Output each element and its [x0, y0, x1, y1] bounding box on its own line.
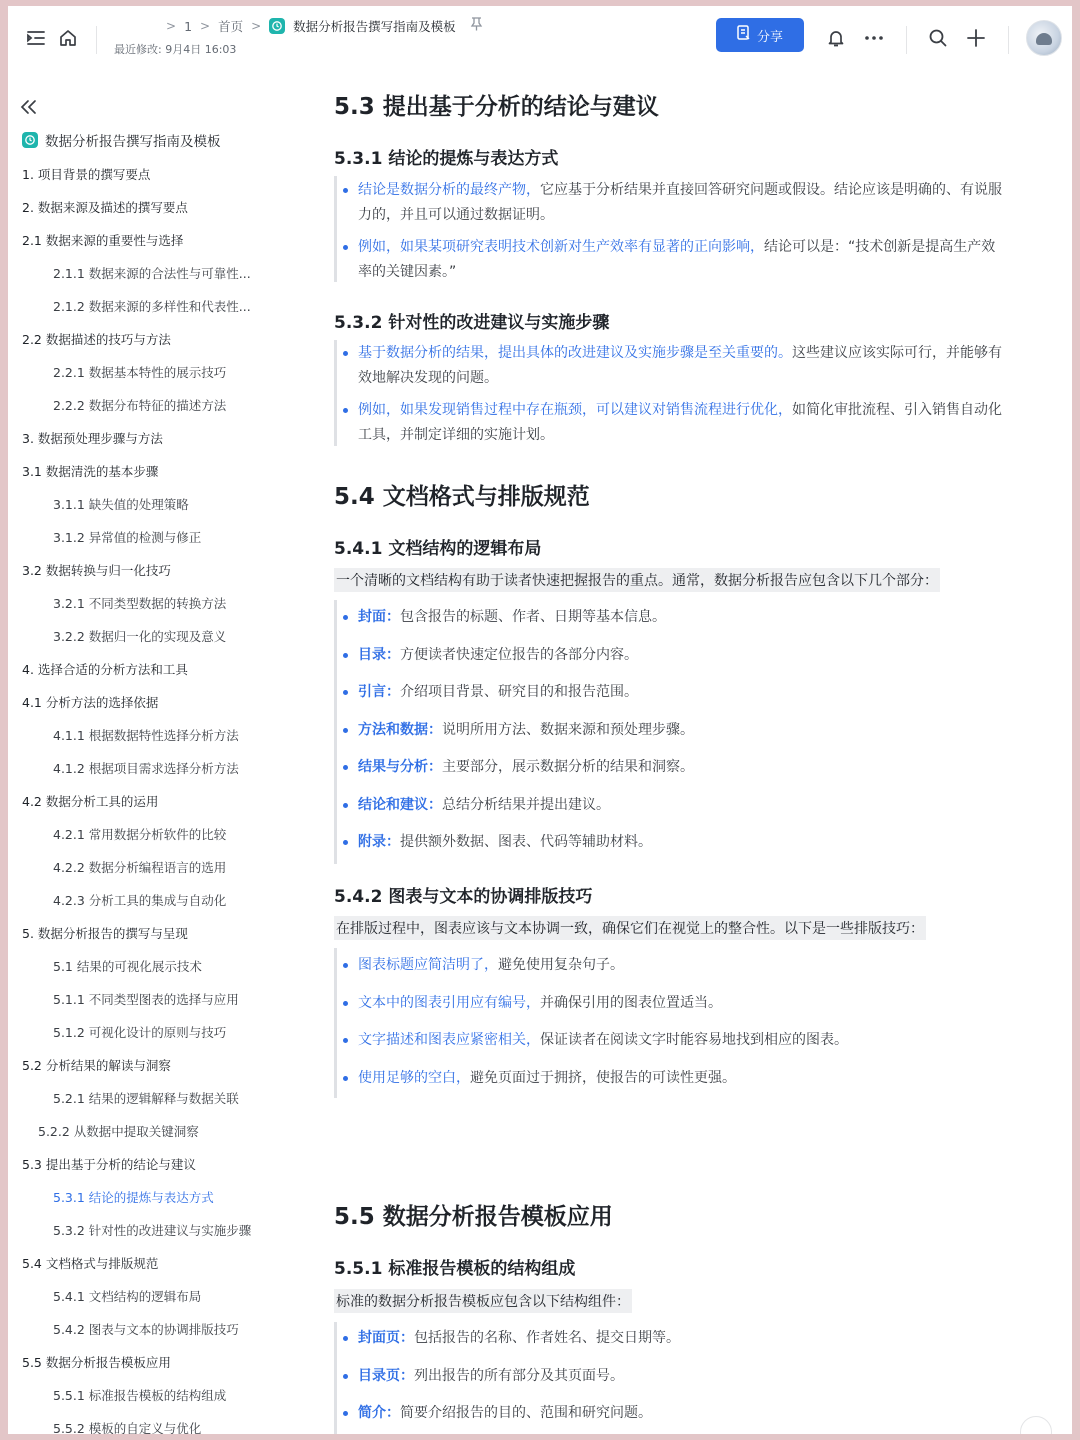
list-item-text: 方便读者快速定位报告的各部分内容。: [400, 646, 638, 663]
comment-icon[interactable]: [1020, 1416, 1052, 1434]
share-label: 分享: [756, 29, 783, 45]
heading-5-4: 5.4 文档格式与排版规范: [334, 484, 590, 510]
toc-item[interactable]: 5.1.2 可视化设计的原则与技巧: [53, 1025, 227, 1040]
heading-5-3-1: 5.3.1 结论的提炼与表达方式: [334, 149, 559, 169]
toc-item[interactable]: 5.2.1 结果的逻辑解释与数据关联: [53, 1091, 239, 1106]
list-item: [358, 1028, 1008, 1053]
heading-5-5-1: 5.5.1 标准报告模板的结构组成: [334, 1259, 576, 1279]
app-window: [8, 6, 1072, 1434]
list-item: [358, 680, 1008, 705]
toc-item[interactable]: 2.1 数据来源的重要性与选择: [22, 233, 184, 248]
list-item-text: 介绍项目背景、研究目的和报告范围。: [400, 684, 638, 700]
list-item-text: 并确保引用的图表位置适当。: [540, 994, 722, 1011]
avatar[interactable]: [1026, 20, 1062, 56]
toc-item[interactable]: 5.4.1 文档结构的逻辑布局: [53, 1289, 202, 1304]
toc-item[interactable]: 5. 数据分析报告的撰写与呈现: [22, 926, 188, 941]
sidebar-toggle-icon[interactable]: [24, 26, 48, 50]
bullet-highlight: 例如，如果某项研究表明技术创新对生产效率有显著的正向影响，: [358, 239, 764, 255]
list-item-key: 图表标题应简洁明了，: [358, 957, 498, 973]
list-item-key: 结论和建议：: [358, 796, 442, 813]
toc-sidebar: [8, 70, 308, 1434]
more-icon[interactable]: [862, 26, 886, 50]
top-bar: [8, 6, 1072, 70]
list-item-key: 目录页：: [358, 1367, 414, 1384]
last-modified: 最近修改: 9月4日 16:03: [114, 43, 237, 56]
share-doc-icon: [737, 25, 751, 45]
toc-item[interactable]: 5.5.2 模板的自定义与优化: [53, 1421, 202, 1434]
list-item-text: 包含报告的标题、作者、日期等基本信息。: [400, 609, 666, 625]
list-item-text: 简要介绍报告的目的、范围和研究问题。: [400, 1405, 652, 1421]
toc-item[interactable]: 2.1.2 数据来源的多样性和代表性...: [53, 299, 251, 314]
list-item-text: 避免页面过于拥挤，使报告的可读性更强。: [470, 1069, 736, 1086]
bell-icon[interactable]: [824, 26, 848, 50]
list-item-key: 方法和数据：: [358, 721, 442, 738]
toc-item[interactable]: 2.2.2 数据分布特征的描述方法: [53, 398, 227, 413]
toc-item[interactable]: 3.2 数据转换与归一化技巧: [22, 563, 171, 578]
toc-item[interactable]: 4. 选择合适的分析方法和工具: [22, 662, 188, 677]
bullet-text: 结论可以是：“技术创新是提高生产效率的关键因素。”: [358, 239, 996, 280]
list-item: [358, 643, 1008, 668]
list-item: [358, 1364, 1008, 1389]
bullet-highlight: 结论是数据分析的最终产物，: [358, 182, 540, 198]
toc-item[interactable]: 3. 数据预处理步骤与方法: [22, 431, 163, 446]
toc-root-title: 数据分析报告撰写指南及模板: [45, 134, 221, 150]
list-item-key: 引言：: [358, 684, 400, 700]
doc-clock-icon: [22, 132, 38, 148]
toc-item[interactable]: 3.2.2 数据归一化的实现及意义: [53, 629, 227, 644]
list-item-key: 简介：: [358, 1405, 400, 1421]
toc-item[interactable]: 5.5 数据分析报告模板应用: [22, 1355, 171, 1370]
toc-item[interactable]: 4.2.3 分析工具的集成与自动化: [53, 893, 227, 908]
list-item-key: 目录：: [358, 646, 400, 663]
list-item-key: 文本中的图表引用应有编号，: [358, 994, 540, 1011]
toc-item[interactable]: 5.2.2 从数据中提取关键洞察: [38, 1124, 199, 1139]
toc-item[interactable]: 5.2 分析结果的解读与洞察: [22, 1058, 171, 1073]
list-item: [358, 830, 1008, 855]
list-item: [358, 1401, 1008, 1426]
list-item: [358, 991, 1008, 1016]
bullet-text: 它应基于分析结果并直接回答研究问题或假设。结论应该是明确的、有说服力的，并且可以通过数据证明。: [358, 182, 1002, 223]
heading-5-5: 5.5 数据分析报告模板应用: [334, 1204, 613, 1230]
list-item: [358, 1326, 1008, 1351]
toc-item[interactable]: 5.3.1 结论的提炼与表达方式: [53, 1190, 214, 1205]
toc-item[interactable]: 3.1.1 缺失值的处理策略: [53, 497, 189, 512]
toc-item[interactable]: 5.4.2 图表与文本的协调排版技巧: [53, 1322, 239, 1337]
toc-item[interactable]: 3.1.2 异常值的检测与修正: [53, 530, 202, 545]
list-item: [358, 793, 1008, 818]
breadcrumb-home[interactable]: 首页: [218, 19, 244, 34]
list-item-key: 封面页：: [358, 1330, 414, 1346]
toc-item[interactable]: 3.1 数据清洗的基本步骤: [22, 464, 159, 479]
list-item-key: 文字描述和图表应紧密相关，: [358, 1032, 540, 1048]
plus-icon[interactable]: [964, 26, 988, 50]
toc-item[interactable]: 5.5.1 标准报告模板的结构组成: [53, 1388, 227, 1403]
list-item-text: 保证读者在阅读文字时能容易地找到相应的图表。: [540, 1032, 848, 1048]
list-item: [358, 953, 1008, 978]
list-item-key: 结果与分析：: [358, 759, 442, 775]
paragraph: 标准的数据分析报告模板应包含以下结构组件：: [334, 1289, 632, 1313]
toc-item[interactable]: 2.1.1 数据来源的合法性与可靠性...: [53, 266, 251, 281]
list-item-text: 避免使用复杂句子。: [498, 957, 624, 973]
chevron-right-icon: >: [166, 19, 177, 33]
list-item: [358, 1066, 1008, 1091]
search-icon[interactable]: [926, 26, 950, 50]
list-item: [358, 605, 1008, 630]
toc-item[interactable]: 1. 项目背景的撰写要点: [22, 167, 151, 182]
doc-clock-icon: [269, 18, 285, 34]
breadcrumb-doc-title[interactable]: 数据分析报告撰写指南及模板: [293, 19, 456, 34]
bullet-highlight: 例如，如果发现销售过程中存在瓶颈，可以建议对销售流程进行优化，: [358, 402, 792, 418]
share-button[interactable]: [716, 18, 804, 52]
toc-item[interactable]: 3.2.1 不同类型数据的转换方法: [53, 596, 227, 611]
toc-item[interactable]: 4.1.1 根据数据特性选择分析方法: [53, 728, 239, 743]
bullet-text: 如简化审批流程、引入销售自动化工具，并制定详细的实施计划。: [358, 402, 1002, 443]
bullet-highlight: 基于数据分析的结果，提出具体的改进建议及实施步骤是至关重要的。: [358, 345, 792, 361]
list-item: [358, 235, 1008, 285]
list-item: [358, 178, 1008, 228]
heading-5-3-2: 5.3.2 针对性的改进建议与实施步骤: [334, 313, 610, 333]
collapse-icon[interactable]: [20, 98, 38, 118]
toc-item[interactable]: 5.4 文档格式与排版规范: [22, 1256, 159, 1271]
toc-item[interactable]: 4.1 分析方法的选择依据: [22, 695, 159, 710]
toc-item[interactable]: 5.1.1 不同类型图表的选择与应用: [53, 992, 239, 1007]
breadcrumb-count[interactable]: 1: [184, 18, 193, 34]
toc-item[interactable]: 2.2.1 数据基本特性的展示技巧: [53, 365, 227, 380]
list-item: [358, 755, 1008, 780]
chevron-right-icon: >: [251, 19, 262, 33]
list-item-key: 使用足够的空白，: [358, 1069, 470, 1086]
list-item: [358, 341, 1008, 391]
toc-item[interactable]: 2.2 数据描述的技巧与方法: [22, 332, 171, 347]
chevron-right-icon: >: [200, 19, 211, 33]
list-item-text: 包括报告的名称、作者姓名、提交日期等。: [414, 1330, 680, 1346]
toc-item[interactable]: 5.1 结果的可视化展示技术: [53, 959, 202, 974]
list-item-key: 附录：: [358, 834, 400, 850]
list-item-text: 说明所用方法、数据来源和预处理步骤。: [442, 721, 694, 738]
list-item: [358, 718, 1008, 743]
list-item-key: 封面：: [358, 609, 400, 625]
toc-item[interactable]: 5.3 提出基于分析的结论与建议: [22, 1157, 196, 1172]
home-icon[interactable]: [56, 26, 80, 50]
pin-icon[interactable]: [470, 17, 483, 35]
toc-item[interactable]: 2. 数据来源及描述的撰写要点: [22, 200, 188, 215]
breadcrumb: [166, 16, 483, 36]
paragraph: 在排版过程中，图表应该与文本协调一致，确保它们在视觉上的整合性。以下是一些排版技巧：: [334, 916, 926, 940]
heading-5-4-1: 5.4.1 文档结构的逻辑布局: [334, 539, 542, 559]
bullet-text: 这些建议应该实际可行，并能够有效地解决发现的问题。: [358, 345, 1002, 386]
toc-list: [8, 158, 308, 1434]
list-item-text: 列出报告的所有部分及其页面号。: [414, 1367, 624, 1384]
list-item-text: 主要部分，展示数据分析的结果和洞察。: [442, 759, 694, 775]
toc-item[interactable]: 4.2.1 常用数据分析软件的比较: [53, 827, 227, 842]
heading-5-4-2: 5.4.2 图表与文本的协调排版技巧: [334, 887, 593, 907]
heading-5-3: 5.3 提出基于分析的结论与建议: [334, 94, 659, 120]
list-item: [358, 398, 1008, 448]
toc-item[interactable]: 5.3.2 针对性的改进建议与实施步骤: [53, 1223, 252, 1238]
toc-item[interactable]: 4.2.2 数据分析编程语言的选用: [53, 860, 227, 875]
toc-root[interactable]: [22, 130, 221, 150]
paragraph: 一个清晰的文档结构有助于读者快速把握报告的重点。通常，数据分析报告应包含以下几个部分：: [334, 568, 940, 592]
list-item-text: 总结分析结果并提出建议。: [442, 796, 610, 813]
toc-item[interactable]: 4.2 数据分析工具的运用: [22, 794, 159, 809]
list-item-text: 提供额外数据、图表、代码等辅助材料。: [400, 834, 652, 850]
toc-item[interactable]: 4.1.2 根据项目需求选择分析方法: [53, 761, 239, 776]
